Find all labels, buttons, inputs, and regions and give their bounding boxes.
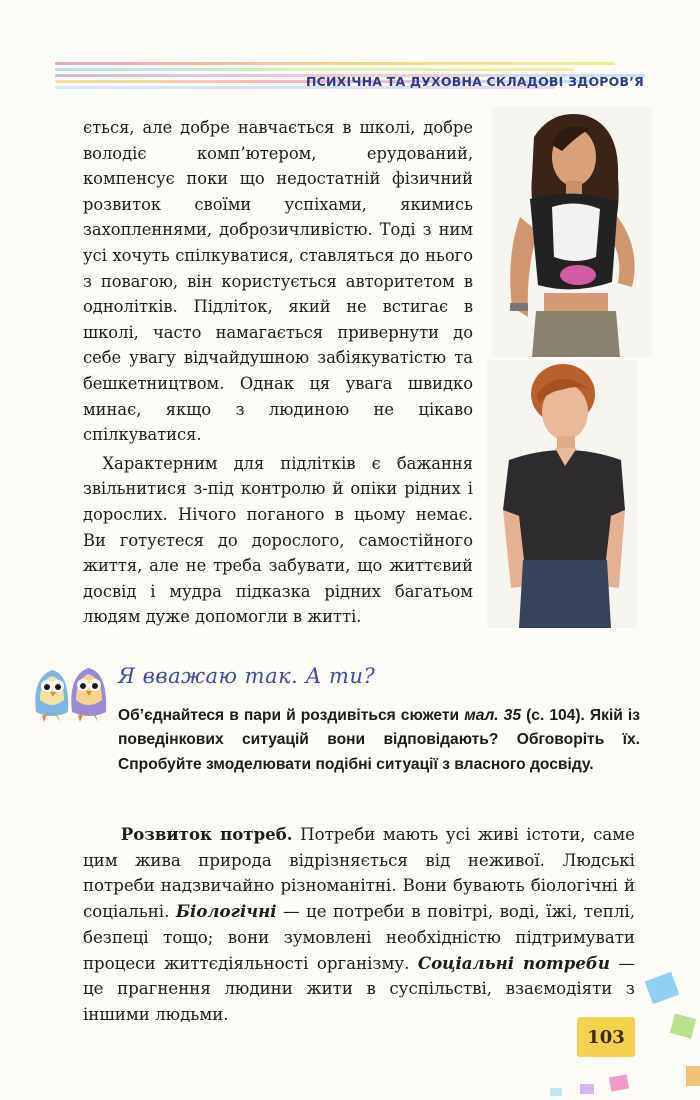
page-number: 103	[577, 1017, 635, 1057]
figure-reference: мал. 35	[464, 707, 522, 724]
needs-paragraph: Розвиток потреб. Потреби мають усі живі істоти, саме цим жива природа відрізняється від неживої. Людські потреби надзвичайно різноманітні. Вони бувають біологічні й соціальні. Біологічні — це потреби в повітрі, воді, їжі, теплі, безпеці тощо; вони зумовлені необхідністю підтримувати процеси життєдіяльності організму. Соціальні потреби — це прагнення людини жити в суспільстві, взаємодіяти з іншими людьми.	[83, 824, 635, 1024]
term-biological: Біологічні	[175, 901, 277, 922]
section-title: ПСИХІЧНА ТА ДУХОВНА СКЛАДОВІ ЗДОРОВ’Я	[305, 74, 644, 89]
task-heading: Я вважаю так. А ти?	[118, 664, 376, 688]
paragraph-2: Характерним для підлітків є бажання звільнитися з-під контролю й опіки рідних і дорослих. Нічого поганого в цьому немає. Ви готуєтеся до дорослого, самостійного життя, але не треба забувати, що життєвий досвід і мудра підказка рідних багатьом людям дуже допомогли в житті.	[83, 453, 473, 627]
corner-decoration	[450, 946, 700, 1096]
term-social: Соціальні потреби	[417, 952, 610, 973]
lead-term: Розвиток потреб.	[120, 824, 293, 844]
paragraph-1: ється, але добре навчається в школі, добре володіє комп’ютером, ерудований, компенсує поки що недостатній фізичний розвиток своїми успіхами, якимись захопленнями, доброзичливістю. Тоді з ним усі хочуть спілкуватися, ставляться до нього з повагою, він користується авторитетом в однолітків. Підліток, який не встигає в школі, часто намагається привернути до себе увагу відчайдушною забіякуватістю та бешкетництвом. Однак ця увага швидко минає, якщо з людиною не цікаво спілкуватися.	[83, 118, 473, 445]
photo-teen-boy	[487, 360, 637, 628]
task-text: Об’єднайтеся в пари й роздивіться сюжети мал. 35 (с. 104). Якій із поведінкових ситуацій вони відповідають? Обговоріть їх. Спробуйте змоделювати подібні ситуації з власного досвіду.	[118, 707, 641, 773]
main-column-text	[83, 115, 473, 630]
owls-illustration	[30, 660, 110, 726]
photo-teen-girl	[492, 107, 652, 357]
